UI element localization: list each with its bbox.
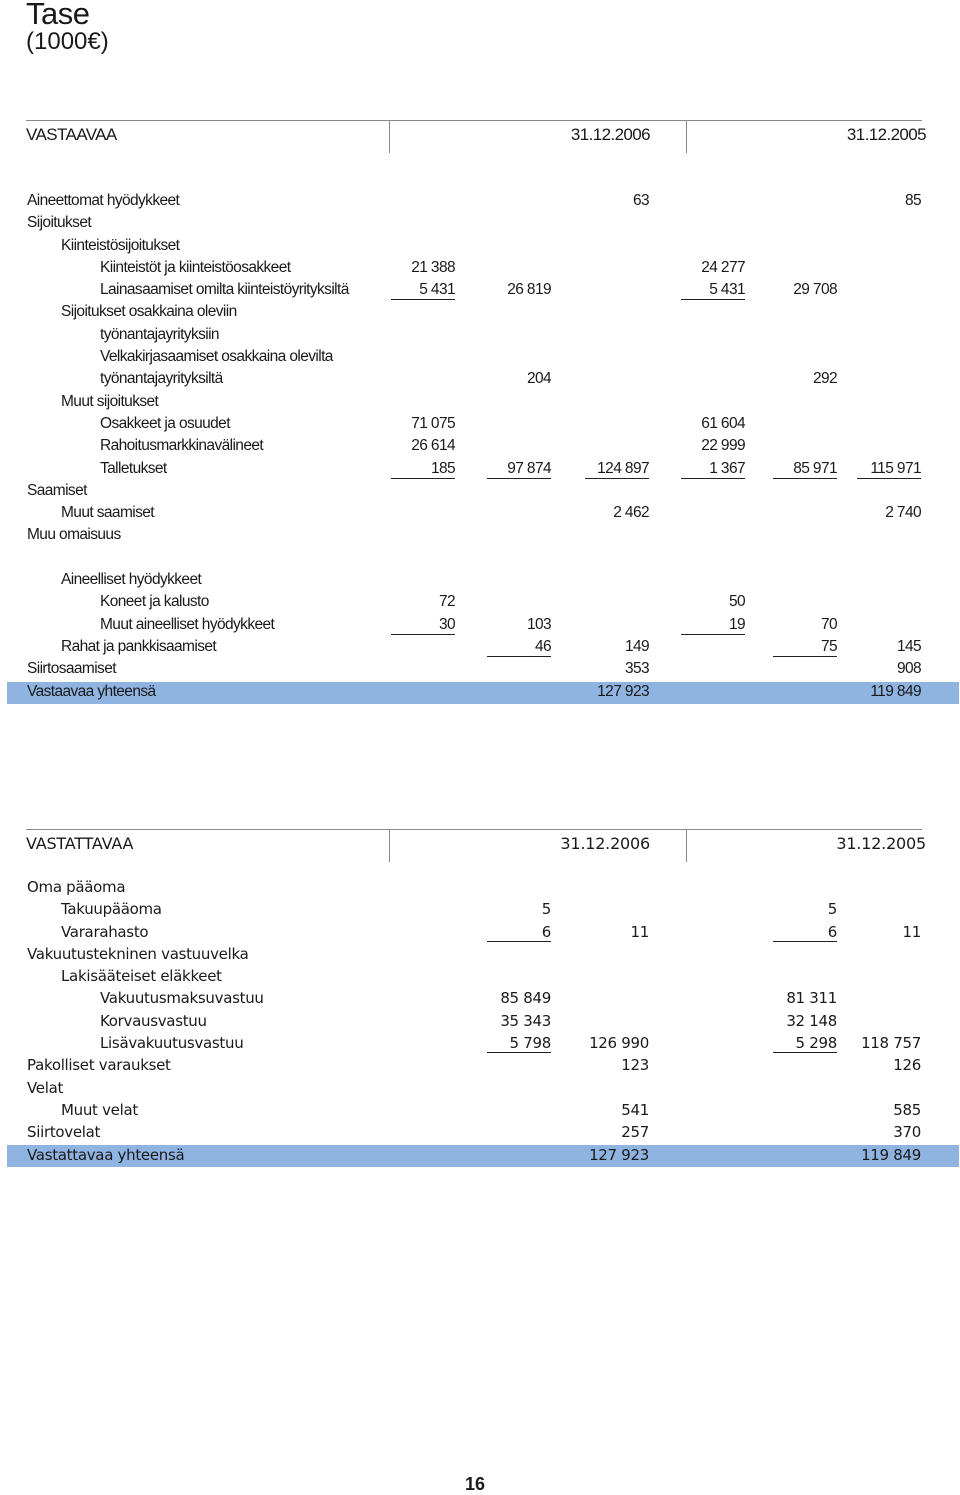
assets-value-c1: 30 <box>391 616 455 635</box>
assets-table <box>7 120 959 704</box>
liabilities-row-label: Vakuutusmaksuvastuu <box>100 989 264 1008</box>
liabilities-value-c6: 11 <box>902 922 921 941</box>
liabilities-value-c3: 126 990 <box>589 1034 649 1053</box>
assets-value-c1: 185 <box>391 460 455 479</box>
liabilities-row-label: Muut velat <box>61 1100 138 1119</box>
liabilities-value-c3: 541 <box>621 1100 649 1119</box>
liabilities-row-label: Lisävakuutusvastuu <box>100 1034 244 1053</box>
assets-value-c6: 85 <box>904 192 921 209</box>
assets-row <box>7 325 959 347</box>
assets-value-c6: 908 <box>896 660 921 678</box>
assets-value-c1: 5 431 <box>391 281 455 300</box>
liabilities-row <box>7 988 959 1010</box>
assets-value-c4: 50 <box>728 593 745 611</box>
liabilities-row-label: Pakolliset varaukset <box>27 1056 171 1075</box>
liabilities-row-label: Siirtovelat <box>27 1123 101 1142</box>
liabilities-header-2006: 31.12.2006 <box>560 834 650 853</box>
assets-value-c3: 353 <box>624 660 649 678</box>
assets-row-label: Kiinteistösijoitukset <box>61 236 180 254</box>
liabilities-value-c3: 127 923 <box>589 1145 649 1164</box>
liabilities-row <box>7 1078 959 1100</box>
assets-row-label: Vastaavaa yhteensä <box>27 682 156 700</box>
assets-row-label: työnantajayrityksiin <box>100 325 219 343</box>
liabilities-value-c2: 5 798 <box>487 1034 551 1053</box>
assets-row <box>7 525 959 547</box>
liabilities-row <box>7 944 959 966</box>
liabilities-row-label: Takuupääoma <box>61 900 162 919</box>
assets-value-c2: 204 <box>526 370 551 388</box>
assets-row <box>7 369 959 391</box>
assets-value-c5: 75 <box>773 638 837 657</box>
liabilities-row-label: Vastattavaa yhteensä <box>27 1145 185 1164</box>
liabilities-value-c6: 119 849 <box>861 1145 921 1164</box>
page-title: Tase <box>26 0 90 31</box>
liabilities-row <box>7 966 959 988</box>
assets-value-c4: 1 367 <box>681 460 745 479</box>
assets-row <box>7 548 959 570</box>
liabilities-row <box>7 922 959 944</box>
assets-row-label: Osakkeet ja osuudet <box>100 414 230 432</box>
assets-row <box>7 191 959 213</box>
assets-row-label: Muut sijoitukset <box>61 392 159 410</box>
assets-row-label: Kiinteistöt ja kiinteistöosakkeet <box>100 258 291 276</box>
liabilities-value-c2: 5 <box>541 900 551 919</box>
assets-value-c2: 103 <box>526 615 551 633</box>
liabilities-value-c5: 5 <box>827 900 837 919</box>
assets-value-c3: 124 897 <box>585 460 649 479</box>
assets-value-c3: 63 <box>632 192 649 209</box>
liabilities-row-label: Lakisääteiset eläkkeet <box>61 967 222 986</box>
liabilities-row <box>7 1011 959 1033</box>
page-subtitle: (1000€) <box>26 28 109 55</box>
assets-value-c1: 26 614 <box>411 437 455 455</box>
liabilities-row <box>7 1100 959 1122</box>
assets-value-c6: 145 <box>896 637 921 655</box>
liabilities-value-c6: 126 <box>893 1056 921 1075</box>
assets-row-label: Rahat ja pankkisaamiset <box>61 637 217 655</box>
assets-value-c5: 292 <box>812 370 837 388</box>
liabilities-value-c5: 32 148 <box>786 1011 837 1030</box>
assets-row <box>7 436 959 458</box>
liabilities-value-c2: 35 343 <box>500 1011 551 1030</box>
page-number: 16 <box>465 1474 486 1494</box>
liabilities-row-label: Vakuutustekninen vastuuvelka <box>27 944 249 963</box>
liabilities-row <box>7 1122 959 1144</box>
liabilities-value-c5: 5 298 <box>773 1034 837 1053</box>
assets-row <box>7 481 959 503</box>
assets-row <box>7 280 959 302</box>
liabilities-value-c5: 6 <box>773 923 837 942</box>
assets-row <box>7 503 959 525</box>
assets-row <box>7 459 959 481</box>
assets-row-label: Saamiset <box>27 481 87 499</box>
assets-row-label: Lainasaamiset omilta kiinteistöyrityksiltä <box>100 281 349 299</box>
assets-row <box>7 302 959 324</box>
assets-row-label: Sijoitukset <box>27 214 92 232</box>
assets-row-label: Aineelliset hyödykkeet <box>61 571 202 589</box>
assets-value-c6: 2 740 <box>885 504 921 522</box>
assets-value-c3: 2 462 <box>613 504 649 522</box>
assets-row <box>7 347 959 369</box>
liabilities-header <box>26 829 926 862</box>
assets-row <box>7 637 959 659</box>
liabilities-row <box>7 1055 959 1077</box>
liabilities-row <box>7 899 959 921</box>
assets-row-label: Aineettomat hyödykkeet <box>27 192 180 209</box>
assets-row <box>7 414 959 436</box>
assets-value-c4: 61 604 <box>701 414 745 432</box>
assets-row-label: Muu omaisuus <box>27 526 121 544</box>
assets-value-c3: 127 923 <box>597 682 649 700</box>
assets-row <box>7 615 959 637</box>
assets-row <box>7 236 959 258</box>
assets-value-c2: 97 874 <box>487 460 551 479</box>
liabilities-value-c6: 370 <box>893 1123 921 1142</box>
assets-value-c4: 19 <box>681 616 745 635</box>
assets-value-c4: 22 999 <box>701 437 745 455</box>
liabilities-value-c5: 81 311 <box>786 989 837 1008</box>
assets-row-label: Koneet ja kalusto <box>100 593 209 611</box>
assets-row-label: Velkakirjasaamiset osakkaina olevilta <box>100 348 333 366</box>
assets-value-c4: 24 277 <box>701 258 745 276</box>
liabilities-value-c6: 118 757 <box>861 1034 921 1053</box>
assets-value-c6: 119 849 <box>870 682 921 700</box>
assets-row-label: työnantajayrityksiltä <box>100 370 223 388</box>
assets-row <box>7 659 959 681</box>
assets-row <box>7 258 959 280</box>
assets-row <box>7 392 959 414</box>
assets-value-c5: 29 708 <box>793 281 837 299</box>
liabilities-value-c3: 11 <box>630 922 649 941</box>
assets-value-c2: 26 819 <box>507 281 551 299</box>
liabilities-value-c3: 123 <box>621 1056 649 1075</box>
assets-row-label: Muut saamiset <box>61 504 154 522</box>
assets-row-label: Rahoitusmarkkinavälineet <box>100 437 264 455</box>
assets-value-c2: 46 <box>487 638 551 657</box>
liabilities-row-label: Velat <box>27 1078 64 1097</box>
assets-value-c3: 149 <box>624 637 649 655</box>
assets-value-c5: 85 971 <box>773 460 837 479</box>
assets-row <box>7 592 959 614</box>
liabilities-header-label: VASTATTAVAA <box>26 834 134 853</box>
assets-row-label: Sijoitukset osakkaina oleviin <box>61 303 237 321</box>
liabilities-value-c6: 585 <box>893 1100 921 1119</box>
liabilities-row <box>7 1033 959 1055</box>
liabilities-row-label: Oma pääoma <box>27 878 126 896</box>
assets-header-2005: 31.12.2005 <box>846 125 926 144</box>
liabilities-total-row <box>7 1145 959 1167</box>
liabilities-value-c2: 85 849 <box>500 989 551 1008</box>
liabilities-table <box>7 829 959 1167</box>
liabilities-row <box>7 877 959 899</box>
assets-row-label: Siirtosaamiset <box>27 660 116 678</box>
assets-value-c5: 70 <box>820 615 837 633</box>
liabilities-value-c3: 257 <box>621 1123 649 1142</box>
assets-row-label: Talletukset <box>100 459 167 477</box>
assets-value-c1: 72 <box>438 593 455 611</box>
assets-row <box>7 213 959 235</box>
assets-value-c6: 115 971 <box>857 460 921 479</box>
liabilities-header-2005: 31.12.2005 <box>836 834 926 853</box>
assets-value-c1: 21 388 <box>411 258 455 276</box>
assets-row-label: Muut aineelliset hyödykkeet <box>100 615 275 633</box>
liabilities-value-c2: 6 <box>487 923 551 942</box>
assets-row <box>7 570 959 592</box>
liabilities-row-label: Vararahasto <box>61 922 149 941</box>
assets-header <box>26 120 926 153</box>
assets-header-2006: 31.12.2006 <box>570 125 650 144</box>
assets-header-label: VASTAAVAA <box>26 125 117 144</box>
assets-value-c1: 71 075 <box>411 414 455 432</box>
liabilities-row-label: Korvausvastuu <box>100 1011 207 1030</box>
assets-value-c4: 5 431 <box>681 281 745 300</box>
assets-total-row <box>7 682 959 704</box>
